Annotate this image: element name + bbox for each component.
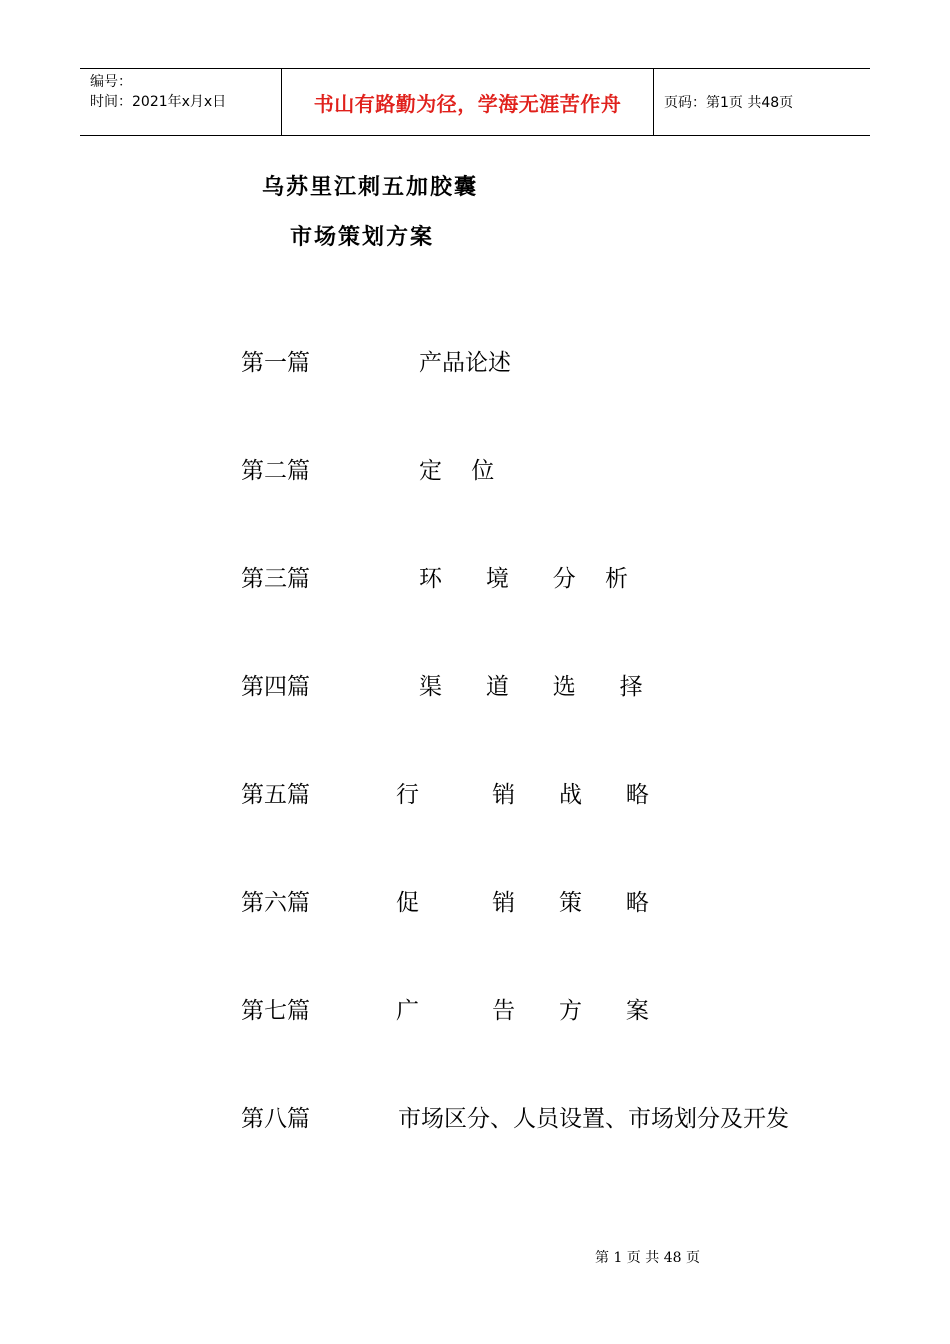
header-meta <box>80 69 281 135</box>
toc-chapter-title: 促 销 策 略 <box>396 890 649 916</box>
document-subtitle: 市场策划方案 <box>290 224 435 250</box>
page-footer: 第 1 页 共 48 页 <box>595 1250 700 1266</box>
document-time-label: 时间：2021年x月x日 <box>90 94 227 110</box>
document-title: 乌苏里江刺五加胶囊 <box>262 174 479 200</box>
toc-chapter-label: 第七篇 <box>241 998 310 1024</box>
page-header <box>80 68 870 136</box>
toc-chapter-title: 市场区分、人员设置、市场划分及开发 <box>398 1106 789 1132</box>
toc-chapter-label: 第三篇 <box>241 566 310 592</box>
header-page-info: 页码：第1页 共48页 <box>664 95 794 111</box>
toc-chapter-label: 第六篇 <box>241 890 310 916</box>
toc-chapter-label: 第八篇 <box>241 1106 310 1132</box>
toc-chapter-title: 产品论述 <box>419 350 511 376</box>
toc-chapter-label: 第五篇 <box>241 782 310 808</box>
document-number-label: 编号： <box>90 74 132 90</box>
toc-chapter-title: 行 销 战 略 <box>396 782 649 808</box>
toc-chapter-label: 第一篇 <box>241 350 310 376</box>
toc-chapter-title: 环 境 分 析 <box>419 566 628 592</box>
header-motto: 书山有路勤为径，学海无涯苦作舟 <box>281 69 654 135</box>
toc-chapter-title: 渠 道 选 择 <box>419 674 643 700</box>
toc-chapter-title: 广 告 方 案 <box>396 998 649 1024</box>
toc-chapter-label: 第四篇 <box>241 674 310 700</box>
toc-chapter-label: 第二篇 <box>241 458 310 484</box>
toc-chapter-title: 定 位 <box>419 458 495 484</box>
